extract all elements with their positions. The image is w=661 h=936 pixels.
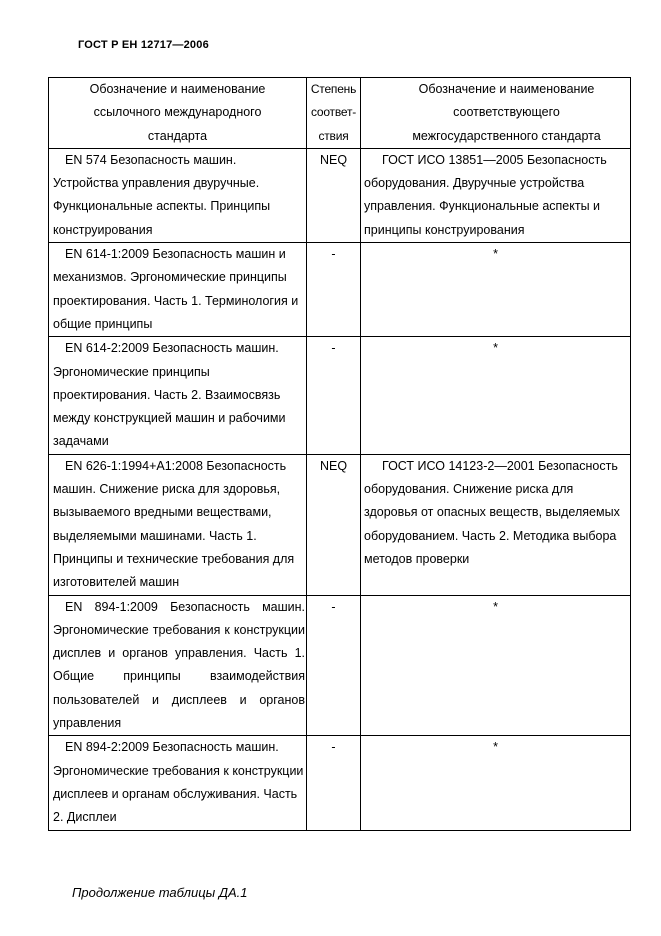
table-row	[49, 243, 631, 337]
column-header-degree: Степень соответ-ствия	[307, 78, 361, 149]
cell-degree: -	[307, 337, 361, 454]
table-row	[49, 736, 631, 831]
cell-international-standard: EN 614-1:2009 Безопасность машин и механизмов. Эргономические принципы проектирования. Часть 1. Терминология и общие принципы	[49, 243, 307, 337]
cell-interstate-standard: *	[361, 243, 631, 337]
standards-correspondence-table	[48, 77, 631, 831]
cell-international-standard: EN 894-1:2009 Безопасность машин. Эргономические требования к конструкции дисплев и органов управления. Часть 1. Общие принципы взаимодействия пользователей и дисплеев и органов управления	[49, 595, 307, 736]
cell-interstate-standard: ГОСТ ИСО 14123-2—2001 Безопасность оборудования. Снижение риска для здоровья от опасных веществ, выделяемых оборудованием. Часть 2. Методика выбора методов проверки	[361, 454, 631, 595]
table-row	[49, 337, 631, 454]
cell-international-standard: EN 626-1:1994+A1:2008 Безопасность машин. Снижение риска для здоровья, вызываемого вредными веществами, выделяемыми машинами. Часть 1. Принципы и технические требования для изготовителей машин	[49, 454, 307, 595]
cell-international-standard: EN 574 Безопасность машин. Устройства управления двуручные. Функциональные аспекты. Принципы конструирования	[49, 148, 307, 242]
table-continuation-note: Продолжение таблицы ДА.1	[72, 885, 248, 900]
table-row	[49, 595, 631, 736]
cell-interstate-standard: *	[361, 736, 631, 831]
cell-international-standard: EN 614-2:2009 Безопасность машин. Эргономические принципы проектирования. Часть 2. Взаимосвязь между конструкцией машин и рабочими задачами	[49, 337, 307, 454]
cell-international-standard: EN 894-2:2009 Безопасность машин. Эргономические требования к конструкции дисплеев и органам обслуживания. Часть 2. Дисплеи	[49, 736, 307, 831]
document-code-header: ГОСТ Р ЕН 12717—2006	[78, 39, 209, 51]
cell-degree: NEQ	[307, 148, 361, 242]
cell-interstate-standard: *	[361, 595, 631, 736]
table-header-row	[49, 78, 631, 149]
table-row	[49, 454, 631, 595]
cell-degree: NEQ	[307, 454, 361, 595]
column-header-international: Обозначение и наименование ссылочного международного стандарта	[49, 78, 307, 149]
cell-interstate-standard: ГОСТ ИСО 13851—2005 Безопасность оборудования. Двуручные устройства управления. Функциональные аспекты и принципы конструирования	[361, 148, 631, 242]
cell-degree: -	[307, 243, 361, 337]
cell-degree: -	[307, 736, 361, 831]
column-header-interstate: Обозначение и наименование соответствующего межгосударственного стандарта	[361, 78, 631, 149]
cell-interstate-standard: *	[361, 337, 631, 454]
cell-degree: -	[307, 595, 361, 736]
table-row	[49, 148, 631, 242]
